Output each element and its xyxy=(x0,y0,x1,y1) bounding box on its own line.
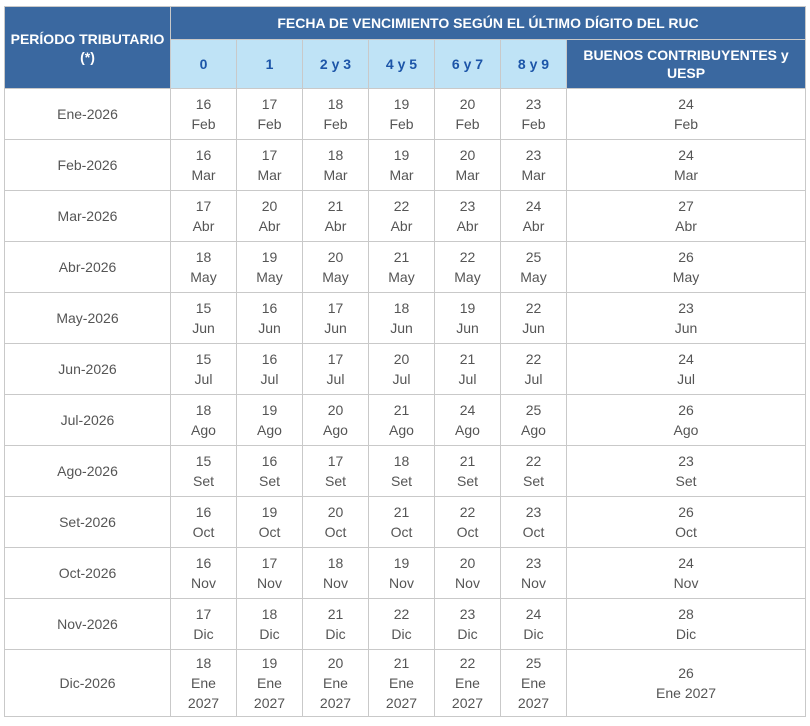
due-date-cell xyxy=(369,140,435,191)
due-date-part: 20 xyxy=(459,147,476,163)
special-due-date-part: 27 xyxy=(678,198,694,214)
due-date-part: 23 xyxy=(459,198,476,214)
due-date-part: 16 xyxy=(195,504,212,520)
due-date-cell xyxy=(501,344,567,395)
due-date-cell xyxy=(435,89,501,140)
due-date-cell xyxy=(303,395,369,446)
due-date-part: Ene xyxy=(191,675,216,691)
due-date-part: Feb xyxy=(323,116,348,132)
due-date-part: Dic xyxy=(259,626,280,642)
due-date-part: Set xyxy=(390,473,412,489)
table-row xyxy=(5,650,806,717)
due-date-part: Ene xyxy=(521,675,546,691)
due-date-part: 15 xyxy=(195,351,212,367)
due-date-cell xyxy=(501,548,567,599)
special-due-date-part: 23 xyxy=(678,453,694,469)
due-date-part: May xyxy=(520,269,547,285)
due-date-cell xyxy=(435,650,501,717)
special-due-date-part: Ene 2027 xyxy=(656,685,716,701)
due-date-cell xyxy=(369,395,435,446)
due-date-part: 25 xyxy=(525,402,542,418)
due-date-cell xyxy=(171,446,237,497)
due-date-part: Oct xyxy=(192,524,215,540)
table-row xyxy=(5,89,806,140)
due-date-cell xyxy=(369,650,435,717)
due-date-part: 20 xyxy=(459,96,476,112)
due-date-part: 21 xyxy=(393,655,410,671)
period-cell: Ago-2026 xyxy=(5,446,171,497)
due-date-cell xyxy=(435,446,501,497)
special-due-date-cell xyxy=(567,140,806,191)
due-date-cell xyxy=(237,446,303,497)
due-date-part: Nov xyxy=(455,575,480,591)
due-date-part: 19 xyxy=(261,402,278,418)
table-row xyxy=(5,497,806,548)
due-date-part: Abr xyxy=(192,218,215,234)
due-date-part: 17 xyxy=(195,198,212,214)
due-date-part: Ago xyxy=(323,422,348,438)
due-date-part: 15 xyxy=(195,300,212,316)
due-date-part: Feb xyxy=(389,116,414,132)
due-date-part: May xyxy=(388,269,415,285)
due-date-cell xyxy=(171,140,237,191)
special-due-date-part: May xyxy=(672,269,700,285)
due-date-part: Ago xyxy=(257,422,282,438)
period-header-note: (*) xyxy=(80,48,95,65)
digit-column-header: 0 xyxy=(171,40,237,89)
due-date-cell xyxy=(501,599,567,650)
due-date-cell xyxy=(369,497,435,548)
special-due-date-part: Feb xyxy=(673,116,699,132)
due-date-part: 24 xyxy=(525,606,542,622)
due-date-part: Set xyxy=(456,473,478,489)
due-date-cell xyxy=(369,191,435,242)
due-date-part: 21 xyxy=(459,351,476,367)
due-date-part: 18 xyxy=(327,147,344,163)
due-date-part: Jul xyxy=(194,371,213,387)
special-due-date-part: 24 xyxy=(678,555,694,571)
special-due-date-part: 23 xyxy=(678,300,694,316)
due-date-part: Oct xyxy=(258,524,281,540)
due-date-cell xyxy=(171,599,237,650)
due-date-part: Jun xyxy=(324,320,347,336)
period-cell: Nov-2026 xyxy=(5,599,171,650)
due-date-cell xyxy=(303,293,369,344)
special-due-date-cell xyxy=(567,89,806,140)
due-date-schedule-table xyxy=(4,6,806,717)
special-due-date-part: Nov xyxy=(673,575,699,591)
due-date-cell xyxy=(171,293,237,344)
due-date-part: 24 xyxy=(459,402,476,418)
due-date-cell xyxy=(171,395,237,446)
special-due-date-part: Abr xyxy=(675,218,697,234)
due-date-part: Ene xyxy=(257,675,282,691)
due-date-cell xyxy=(501,293,567,344)
due-date-part: May xyxy=(190,269,217,285)
table-row xyxy=(5,344,806,395)
due-date-part: 18 xyxy=(393,300,410,316)
due-date-cell xyxy=(171,344,237,395)
due-date-part: 16 xyxy=(261,351,278,367)
due-date-part: Jun xyxy=(390,320,413,336)
due-date-cell xyxy=(435,395,501,446)
table-row xyxy=(5,242,806,293)
due-date-part: Dic xyxy=(391,626,412,642)
due-date-cell xyxy=(369,242,435,293)
due-date-cell xyxy=(435,242,501,293)
due-date-group-header: FECHA DE VENCIMIENTO SEGÚN EL ÚLTIMO DÍGITO DEL RUC xyxy=(171,7,806,40)
special-due-date-part: 24 xyxy=(678,96,694,112)
due-date-part: 22 xyxy=(525,300,542,316)
due-date-cell xyxy=(435,599,501,650)
due-date-cell xyxy=(171,89,237,140)
due-date-part: Ago xyxy=(389,422,414,438)
due-date-part: Ene xyxy=(455,675,480,691)
due-date-part: 18 xyxy=(327,555,344,571)
special-due-date-part: 26 xyxy=(678,249,694,265)
due-date-cell xyxy=(435,548,501,599)
due-date-part: Dic xyxy=(193,626,214,642)
due-date-part: Abr xyxy=(522,218,545,234)
special-due-date-cell xyxy=(567,293,806,344)
due-date-part: 21 xyxy=(327,198,344,214)
due-date-part: Jun xyxy=(456,320,479,336)
special-column-header: BUENOS CONTRIBUYENTES y UESP xyxy=(567,40,806,89)
due-date-part: Set xyxy=(192,473,214,489)
due-date-part: 22 xyxy=(525,351,542,367)
due-date-cell xyxy=(501,446,567,497)
due-date-part: 2027 xyxy=(451,695,484,711)
due-date-part: 23 xyxy=(459,606,476,622)
due-date-part: Abr xyxy=(456,218,479,234)
due-date-part: 2027 xyxy=(517,695,550,711)
table-row xyxy=(5,548,806,599)
due-date-part: Ago xyxy=(455,422,480,438)
special-due-date-part: Oct xyxy=(675,524,697,540)
due-date-part: 21 xyxy=(393,402,410,418)
period-cell: Jul-2026 xyxy=(5,395,171,446)
due-date-cell xyxy=(237,497,303,548)
due-date-part: 20 xyxy=(459,555,476,571)
due-date-cell xyxy=(369,293,435,344)
due-date-part: May xyxy=(256,269,283,285)
due-date-cell xyxy=(501,191,567,242)
due-date-cell xyxy=(369,89,435,140)
due-date-part: 23 xyxy=(525,504,542,520)
special-due-date-cell xyxy=(567,344,806,395)
due-date-part: 20 xyxy=(327,504,344,520)
period-cell: Dic-2026 xyxy=(5,650,171,717)
due-date-part: Mar xyxy=(323,167,348,183)
due-date-part: 25 xyxy=(525,249,542,265)
due-date-cell xyxy=(303,140,369,191)
due-date-part: Feb xyxy=(455,116,480,132)
due-date-part: 20 xyxy=(327,402,344,418)
due-date-cell xyxy=(435,497,501,548)
due-date-part: Jul xyxy=(458,371,477,387)
due-date-part: 21 xyxy=(327,606,344,622)
due-date-part: 21 xyxy=(459,453,476,469)
due-date-part: Set xyxy=(324,473,346,489)
due-date-part: Set xyxy=(258,473,280,489)
due-date-part: 22 xyxy=(459,249,476,265)
table-row xyxy=(5,446,806,497)
table-row xyxy=(5,140,806,191)
due-date-part: Mar xyxy=(191,167,216,183)
due-date-part: 18 xyxy=(195,249,212,265)
period-cell: Abr-2026 xyxy=(5,242,171,293)
due-date-part: 18 xyxy=(261,606,278,622)
special-due-date-part: Dic xyxy=(675,626,697,642)
due-date-cell xyxy=(237,140,303,191)
due-date-part: Jun xyxy=(192,320,215,336)
due-date-cell xyxy=(237,395,303,446)
due-date-part: 19 xyxy=(393,96,410,112)
due-date-part: Mar xyxy=(521,167,546,183)
due-date-part: 23 xyxy=(525,555,542,571)
due-date-cell xyxy=(501,242,567,293)
due-date-cell xyxy=(237,242,303,293)
due-date-cell xyxy=(237,650,303,717)
period-cell: Feb-2026 xyxy=(5,140,171,191)
due-date-part: 18 xyxy=(393,453,410,469)
due-date-part: Set xyxy=(522,473,544,489)
special-due-date-cell xyxy=(567,548,806,599)
period-header xyxy=(5,7,171,89)
due-date-cell xyxy=(303,191,369,242)
due-date-part: 18 xyxy=(195,655,212,671)
due-date-part: 15 xyxy=(195,453,212,469)
due-date-cell xyxy=(303,497,369,548)
special-due-date-part: 28 xyxy=(678,606,694,622)
due-date-part: May xyxy=(322,269,349,285)
period-header-label: PERÍODO TRIBUTARIO xyxy=(10,30,165,47)
due-date-cell xyxy=(501,395,567,446)
due-date-part: 19 xyxy=(393,555,410,571)
due-date-part: 17 xyxy=(327,351,344,367)
due-date-part: 25 xyxy=(525,655,542,671)
due-date-part: Jul xyxy=(392,371,411,387)
special-due-date-part: 26 xyxy=(678,665,694,681)
digit-column-header: 8 y 9 xyxy=(501,40,567,89)
due-date-cell xyxy=(171,650,237,717)
due-date-part: Ene xyxy=(389,675,414,691)
special-due-date-cell xyxy=(567,497,806,548)
due-date-part: 2027 xyxy=(319,695,352,711)
due-date-cell xyxy=(369,344,435,395)
due-date-part: 19 xyxy=(261,504,278,520)
table-row xyxy=(5,599,806,650)
due-date-part: 19 xyxy=(393,147,410,163)
special-due-date-cell xyxy=(567,650,806,717)
due-date-cell xyxy=(501,497,567,548)
period-cell: Jun-2026 xyxy=(5,344,171,395)
due-date-part: 22 xyxy=(459,504,476,520)
due-date-part: 24 xyxy=(525,198,542,214)
due-date-cell xyxy=(303,599,369,650)
special-due-date-cell xyxy=(567,242,806,293)
due-date-part: 17 xyxy=(327,453,344,469)
period-cell: Ene-2026 xyxy=(5,89,171,140)
due-date-cell xyxy=(435,140,501,191)
due-date-part: 18 xyxy=(195,402,212,418)
due-date-part: 22 xyxy=(525,453,542,469)
due-date-part: Ago xyxy=(191,422,216,438)
due-date-part: 16 xyxy=(195,147,212,163)
due-date-cell xyxy=(171,548,237,599)
due-date-part: Nov xyxy=(257,575,282,591)
due-date-part: Nov xyxy=(521,575,546,591)
due-date-part: 23 xyxy=(525,96,542,112)
due-date-cell xyxy=(369,548,435,599)
due-date-part: 16 xyxy=(261,300,278,316)
due-date-cell xyxy=(303,446,369,497)
due-date-cell xyxy=(303,548,369,599)
special-due-date-cell xyxy=(567,191,806,242)
special-due-date-part: 24 xyxy=(678,351,694,367)
period-cell: Mar-2026 xyxy=(5,191,171,242)
special-due-date-part: 26 xyxy=(678,402,694,418)
due-date-part: Nov xyxy=(389,575,414,591)
due-date-cell xyxy=(501,89,567,140)
due-date-cell xyxy=(435,344,501,395)
due-date-part: 17 xyxy=(261,555,278,571)
due-date-part: Oct xyxy=(324,524,347,540)
due-date-part: Jun xyxy=(522,320,545,336)
due-date-part: 18 xyxy=(327,96,344,112)
due-date-part: Oct xyxy=(456,524,479,540)
due-date-part: Abr xyxy=(324,218,347,234)
due-date-cell xyxy=(237,89,303,140)
due-date-part: 22 xyxy=(393,198,410,214)
due-date-part: Nov xyxy=(191,575,216,591)
period-cell: May-2026 xyxy=(5,293,171,344)
due-date-cell xyxy=(369,446,435,497)
due-date-cell xyxy=(237,344,303,395)
special-due-date-part: Set xyxy=(675,473,697,489)
special-due-date-part: Jun xyxy=(674,320,698,336)
due-date-part: Jun xyxy=(258,320,281,336)
due-date-cell xyxy=(303,89,369,140)
due-date-cell xyxy=(237,548,303,599)
due-date-cell xyxy=(369,599,435,650)
due-date-part: 19 xyxy=(459,300,476,316)
due-date-cell xyxy=(237,293,303,344)
due-date-part: Abr xyxy=(258,218,281,234)
due-date-part: 2027 xyxy=(253,695,286,711)
due-date-part: Dic xyxy=(325,626,346,642)
table-row xyxy=(5,191,806,242)
due-date-part: Ene xyxy=(323,675,348,691)
due-date-part: Jul xyxy=(524,371,543,387)
due-date-part: Mar xyxy=(455,167,480,183)
digit-column-header: 1 xyxy=(237,40,303,89)
due-date-part: 21 xyxy=(393,504,410,520)
digit-column-header: 6 y 7 xyxy=(435,40,501,89)
special-due-date-cell xyxy=(567,599,806,650)
due-date-cell xyxy=(303,650,369,717)
due-date-part: Mar xyxy=(257,167,282,183)
special-due-date-part: Jul xyxy=(677,371,695,387)
special-due-date-part: Mar xyxy=(673,167,699,183)
special-due-date-cell xyxy=(567,395,806,446)
due-date-part: 17 xyxy=(195,606,212,622)
due-date-part: 20 xyxy=(327,655,344,671)
due-date-part: Oct xyxy=(390,524,413,540)
due-date-part: 23 xyxy=(525,147,542,163)
due-date-part: Jul xyxy=(260,371,279,387)
schedule-body xyxy=(5,89,806,717)
due-date-part: 17 xyxy=(261,96,278,112)
due-date-part: 2027 xyxy=(187,695,220,711)
due-date-part: Nov xyxy=(323,575,348,591)
due-date-cell xyxy=(237,191,303,242)
due-date-cell xyxy=(435,293,501,344)
due-date-cell xyxy=(303,242,369,293)
due-date-cell xyxy=(501,650,567,717)
special-due-date-part: Ago xyxy=(673,422,699,438)
due-date-part: Feb xyxy=(521,116,546,132)
due-date-part: 16 xyxy=(195,96,212,112)
due-date-part: Dic xyxy=(523,626,544,642)
due-date-part: 20 xyxy=(393,351,410,367)
special-due-date-cell xyxy=(567,446,806,497)
special-due-date-part: 26 xyxy=(678,504,694,520)
due-date-part: 20 xyxy=(327,249,344,265)
digit-column-header: 4 y 5 xyxy=(369,40,435,89)
due-date-part: May xyxy=(454,269,481,285)
due-date-cell xyxy=(171,242,237,293)
due-date-cell xyxy=(303,344,369,395)
due-date-part: 22 xyxy=(459,655,476,671)
table-row xyxy=(5,293,806,344)
due-date-cell xyxy=(171,497,237,548)
due-date-part: 19 xyxy=(261,655,278,671)
due-date-part: Ago xyxy=(521,422,546,438)
due-date-part: Jul xyxy=(326,371,345,387)
due-date-part: 19 xyxy=(261,249,278,265)
due-date-part: 16 xyxy=(261,453,278,469)
due-date-part: 2027 xyxy=(385,695,418,711)
due-date-part: Dic xyxy=(457,626,478,642)
due-date-part: 21 xyxy=(393,249,410,265)
due-date-part: Feb xyxy=(257,116,282,132)
due-date-part: 20 xyxy=(261,198,278,214)
period-cell: Oct-2026 xyxy=(5,548,171,599)
due-date-part: 17 xyxy=(261,147,278,163)
due-date-part: 22 xyxy=(393,606,410,622)
due-date-cell xyxy=(171,191,237,242)
period-cell: Set-2026 xyxy=(5,497,171,548)
due-date-cell xyxy=(237,599,303,650)
due-date-part: Mar xyxy=(389,167,414,183)
due-date-part: 16 xyxy=(195,555,212,571)
due-date-part: 17 xyxy=(327,300,344,316)
due-date-part: Abr xyxy=(390,218,413,234)
due-date-cell xyxy=(501,140,567,191)
special-due-date-part: 24 xyxy=(678,147,694,163)
table-row xyxy=(5,395,806,446)
due-date-part: Oct xyxy=(522,524,545,540)
due-date-cell xyxy=(435,191,501,242)
due-date-part: Feb xyxy=(191,116,216,132)
digit-column-header: 2 y 3 xyxy=(303,40,369,89)
